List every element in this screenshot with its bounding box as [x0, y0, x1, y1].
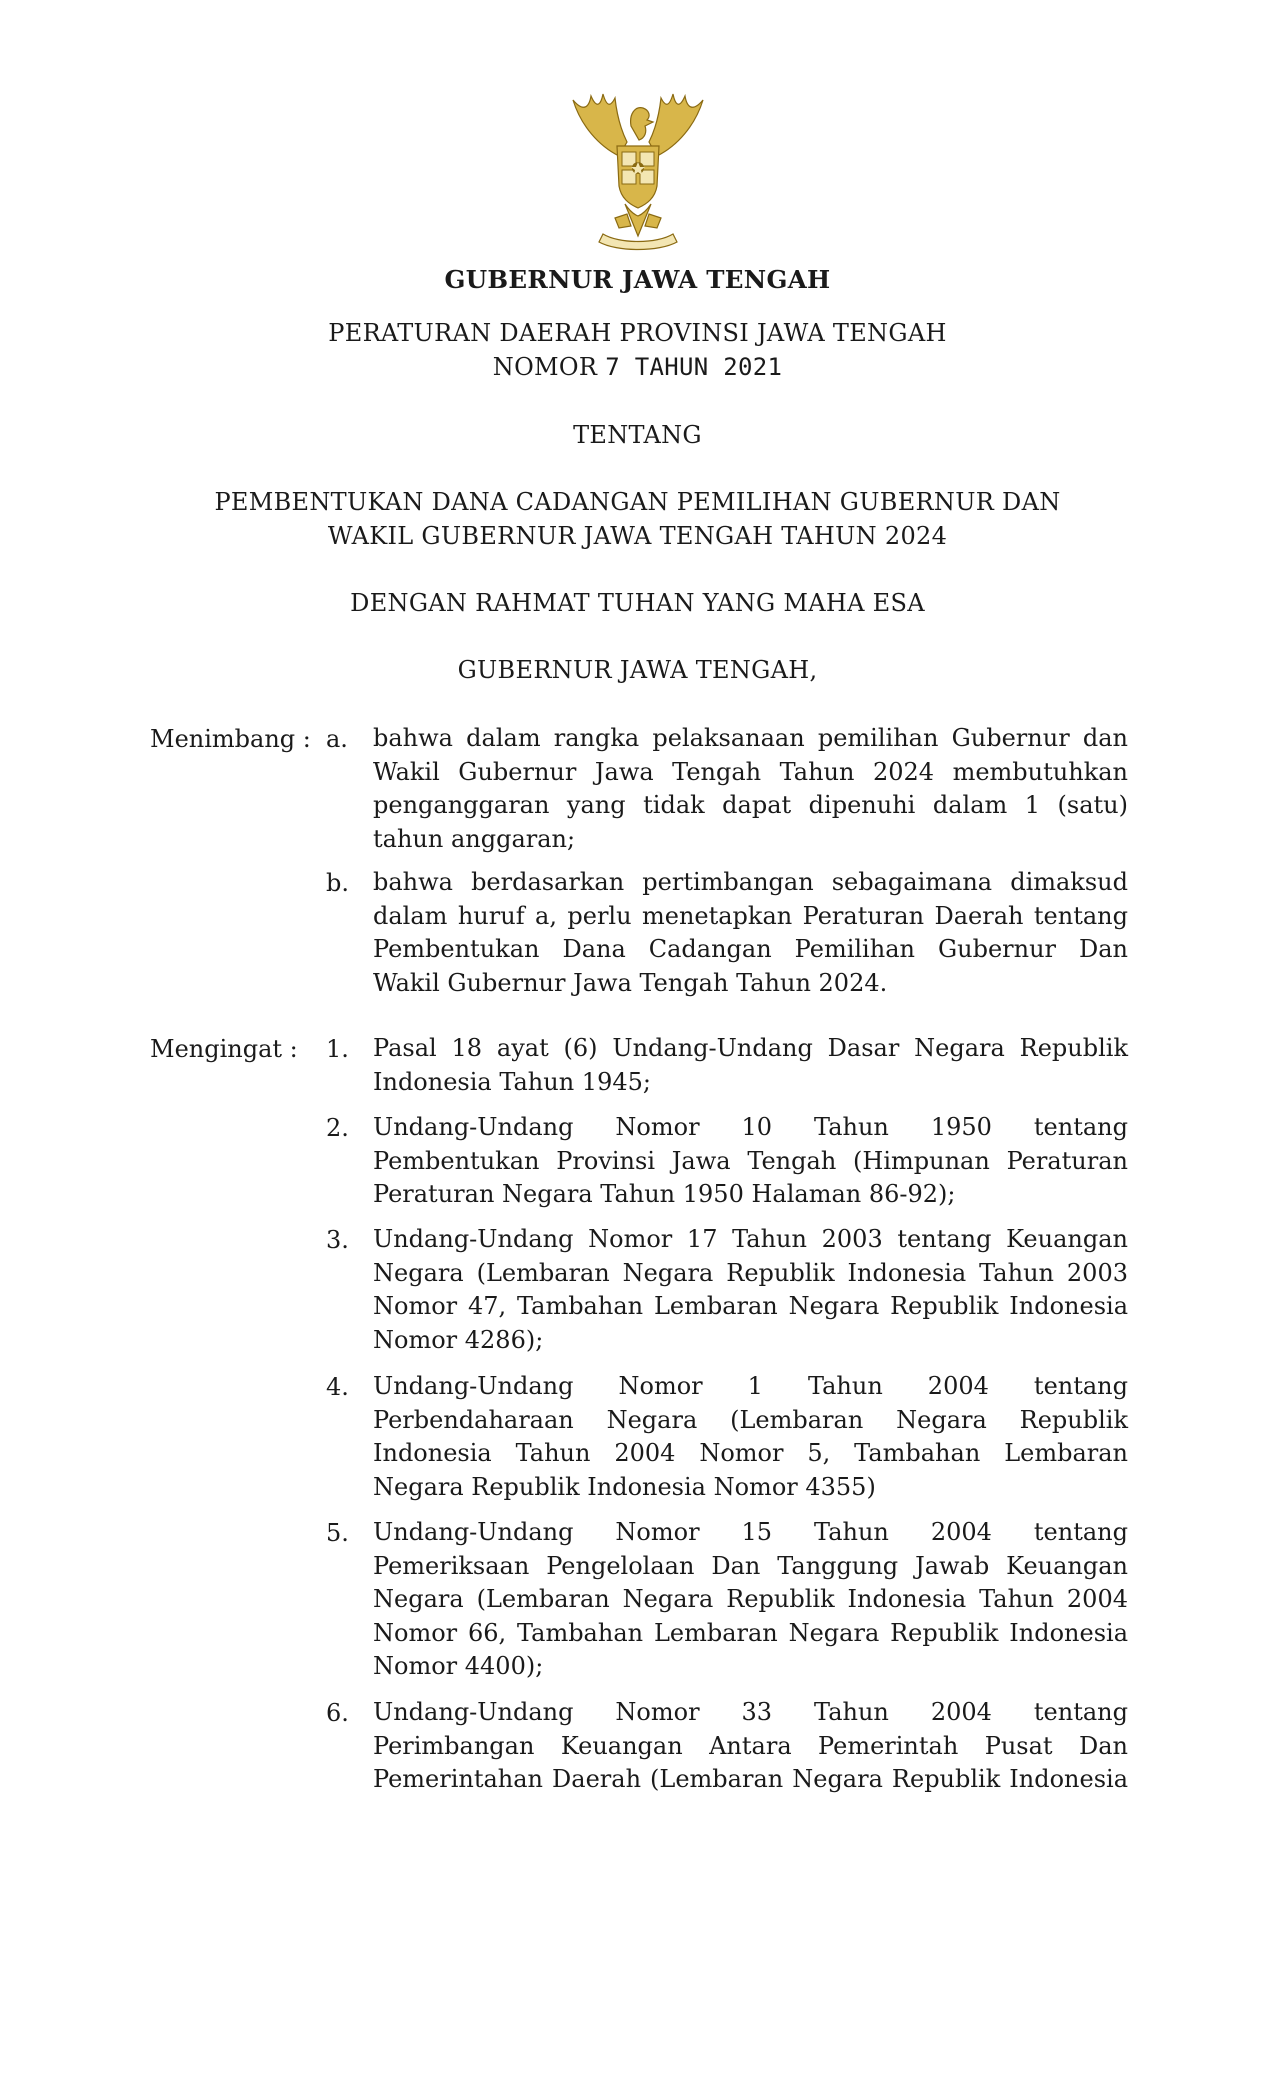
text-line: Undang-Undang Nomor 17 Tahun 2003 tentang Keuangan: [373, 1225, 1128, 1253]
text-line: Perimbangan Keuangan Antara Pemerintah Pusat Dan: [373, 1731, 1128, 1760]
nomor-label: NOMOR: [492, 353, 598, 381]
text-line: Nomor 47, Tambahan Lembaran Negara Republik Indonesia: [373, 1292, 1128, 1321]
text-line: Undang-Undang Nomor 33 Tahun 2004 tentang: [373, 1698, 1128, 1726]
text-line: Nomor 66, Tambahan Lembaran Negara Republik Indonesia: [373, 1618, 1128, 1647]
authority-title: GUBERNUR JAWA TENGAH: [444, 265, 831, 294]
text-line: penganggaran yang tidak dapat dipenuhi dalam 1 (satu): [373, 791, 1128, 820]
mengingat-item-6: [373, 1696, 1128, 1797]
menimbang-item-b: [373, 866, 1128, 1000]
menimbang-marker-a: a.: [326, 725, 348, 753]
mengingat-marker-2: 2.: [326, 1114, 349, 1142]
subject-line-1: PEMBENTUKAN DANA CADANGAN PEMILIHAN GUBERNUR DAN: [214, 488, 1061, 516]
text-line: Nomor 4286);: [373, 1325, 544, 1354]
mengingat-marker-6: 6.: [326, 1699, 349, 1727]
text-line: Negara (Lembaran Negara Republik Indonesia Tahun 2004: [373, 1585, 1128, 1614]
text-line: Negara Republik Indonesia Nomor 4355): [373, 1472, 876, 1501]
text-line: Indonesia Tahun 2004 Nomor 5, Tambahan Lembaran: [373, 1439, 1128, 1468]
text-line: tahun anggaran;: [373, 824, 576, 853]
mengingat-item-2: [373, 1111, 1128, 1212]
blessing-line: DENGAN RAHMAT TUHAN YANG MAHA ESA: [350, 589, 925, 617]
regulation-title: PERATURAN DAERAH PROVINSI JAWA TENGAH: [328, 319, 947, 347]
mengingat-item-4: [373, 1370, 1128, 1504]
text-line: bahwa berdasarkan pertimbangan sebagaimana dimaksud: [373, 868, 1128, 896]
mengingat-item-3: [373, 1223, 1128, 1357]
mengingat-marker-4: 4.: [326, 1373, 349, 1401]
text-line: Perbendaharaan Negara (Lembaran Negara Republik: [373, 1405, 1128, 1434]
menimbang-label: Menimbang :: [150, 725, 311, 753]
subject-line-2: WAKIL GUBERNUR JAWA TENGAH TAHUN 2024: [327, 522, 948, 550]
mengingat-label: Mengingat :: [150, 1035, 298, 1063]
text-line: Pasal 18 ayat (6) Undang-Undang Dasar Negara Republik: [373, 1034, 1128, 1062]
nomor-value: 7 TAHUN 2021: [605, 353, 783, 381]
text-line: Pemeriksaan Pengelolaan Dan Tanggung Jawab Keuangan: [373, 1551, 1128, 1580]
menimbang-marker-b: b.: [326, 869, 349, 897]
text-line: dalam huruf a, perlu menetapkan Peraturan Daerah tentang: [373, 901, 1128, 930]
menimbang-item-a: [373, 722, 1128, 856]
mengingat-marker-1: 1.: [326, 1035, 349, 1063]
text-line: Nomor 4400);: [373, 1652, 544, 1681]
text-line: Pemerintahan Daerah (Lembaran Negara Republik Indonesia: [373, 1765, 1128, 1794]
text-line: Negara (Lembaran Negara Republik Indonesia Tahun 2003: [373, 1258, 1128, 1287]
text-line: Undang-Undang Nomor 15 Tahun 2004 tentang: [373, 1518, 1128, 1546]
text-line: Wakil Gubernur Jawa Tengah Tahun 2024 membutuhkan: [373, 757, 1128, 786]
regulation-number: [0, 350, 1275, 384]
text-line: Pembentukan Provinsi Jawa Tengah (Himpunan Peraturan: [373, 1146, 1128, 1175]
text-line: Undang-Undang Nomor 1 Tahun 2004 tentang: [373, 1372, 1128, 1400]
text-line: Undang-Undang Nomor 10 Tahun 1950 tentang: [373, 1113, 1128, 1141]
mengingat-item-1: [373, 1032, 1128, 1099]
text-line: Indonesia Tahun 1945;: [373, 1067, 651, 1096]
mengingat-item-5: [373, 1516, 1128, 1684]
mengingat-marker-5: 5.: [326, 1519, 349, 1547]
text-line: Wakil Gubernur Jawa Tengah Tahun 2024.: [373, 968, 888, 997]
garuda-emblem-icon: [559, 86, 717, 256]
text-line: Peraturan Negara Tahun 1950 Halaman 86-92);: [373, 1180, 956, 1209]
governor-line: GUBERNUR JAWA TENGAH,: [457, 656, 818, 684]
mengingat-marker-3: 3.: [326, 1226, 349, 1254]
text-line: Pembentukan Dana Cadangan Pemilihan Gubernur Dan: [373, 935, 1128, 964]
text-line: bahwa dalam rangka pelaksanaan pemilihan Gubernur dan: [373, 724, 1128, 752]
tentang-heading: TENTANG: [573, 421, 702, 449]
